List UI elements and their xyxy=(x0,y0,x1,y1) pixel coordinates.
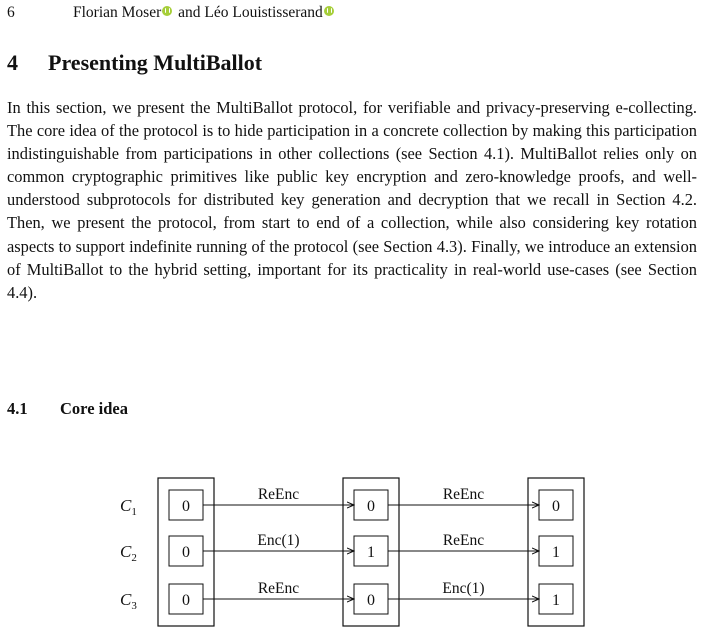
row-label-c2 xyxy=(120,542,137,564)
ballot-cell-value: 0 xyxy=(367,498,375,515)
author-2: Léo Louistisserand xyxy=(204,4,323,21)
transition-label: Enc(1) xyxy=(257,532,300,549)
ballot-cell-value: 0 xyxy=(182,592,190,609)
transition-label: ReEnc xyxy=(257,486,300,503)
subsection-number: 4.1 xyxy=(7,399,28,418)
section-number: 4 xyxy=(7,50,18,75)
body-paragraph: In this section, we present the MultiBallot protocol, for verifiable and privacy-preserving e-collecting. The core idea of the protocol is to hide participation in a concrete collection by making this participation indistinguishable from participations in other collections (see Section 4.1). MultiBallot relies only on common cryptographic primitives like public key encryption and zero-knowledge proofs, and well-understood subprotocols for distributed key generation and decryption that we recall in Section 4.2. Then, we present the protocol, from start to end of a collection, while also considering key rotation aspects to support indefinite running of the protocol (see Section 4.3). Finally, we introduce an extension of MultiBallot to the hybrid setting, important for its practicality in real-world use-cases (see Section 4.4). xyxy=(7,98,697,302)
transition-label: ReEnc xyxy=(257,580,300,597)
row-label-subscript: 1 xyxy=(131,506,137,518)
ballot-cell-value: 0 xyxy=(182,498,190,515)
subsection-title: Core idea xyxy=(60,399,128,418)
ballot-cell-value: 1 xyxy=(367,544,375,561)
section-title: Presenting MultiBallot xyxy=(48,50,263,75)
row-label-letter: C xyxy=(120,542,132,561)
ballot-cell-value: 0 xyxy=(182,544,190,561)
ballot-cell-value: 1 xyxy=(552,592,560,609)
ballot-cell-value: 1 xyxy=(552,544,560,561)
transition-label: ReEnc xyxy=(442,486,485,503)
author-conjunction: and xyxy=(178,4,201,21)
row-label-letter: C xyxy=(120,590,132,609)
row-label-c1 xyxy=(120,496,137,518)
row-label-subscript: 2 xyxy=(131,552,137,564)
transition-label: Enc(1) xyxy=(442,580,485,597)
row-label-subscript: 3 xyxy=(131,600,137,612)
transition-label: ReEnc xyxy=(442,532,485,549)
ballot-cell-value: 0 xyxy=(367,592,375,609)
row-label-letter: C xyxy=(120,496,132,515)
page-number: 6 xyxy=(7,4,15,21)
row-label-c3 xyxy=(120,590,137,612)
author-1: Florian Moser xyxy=(73,4,162,21)
ballot-cell-value: 0 xyxy=(552,498,560,515)
